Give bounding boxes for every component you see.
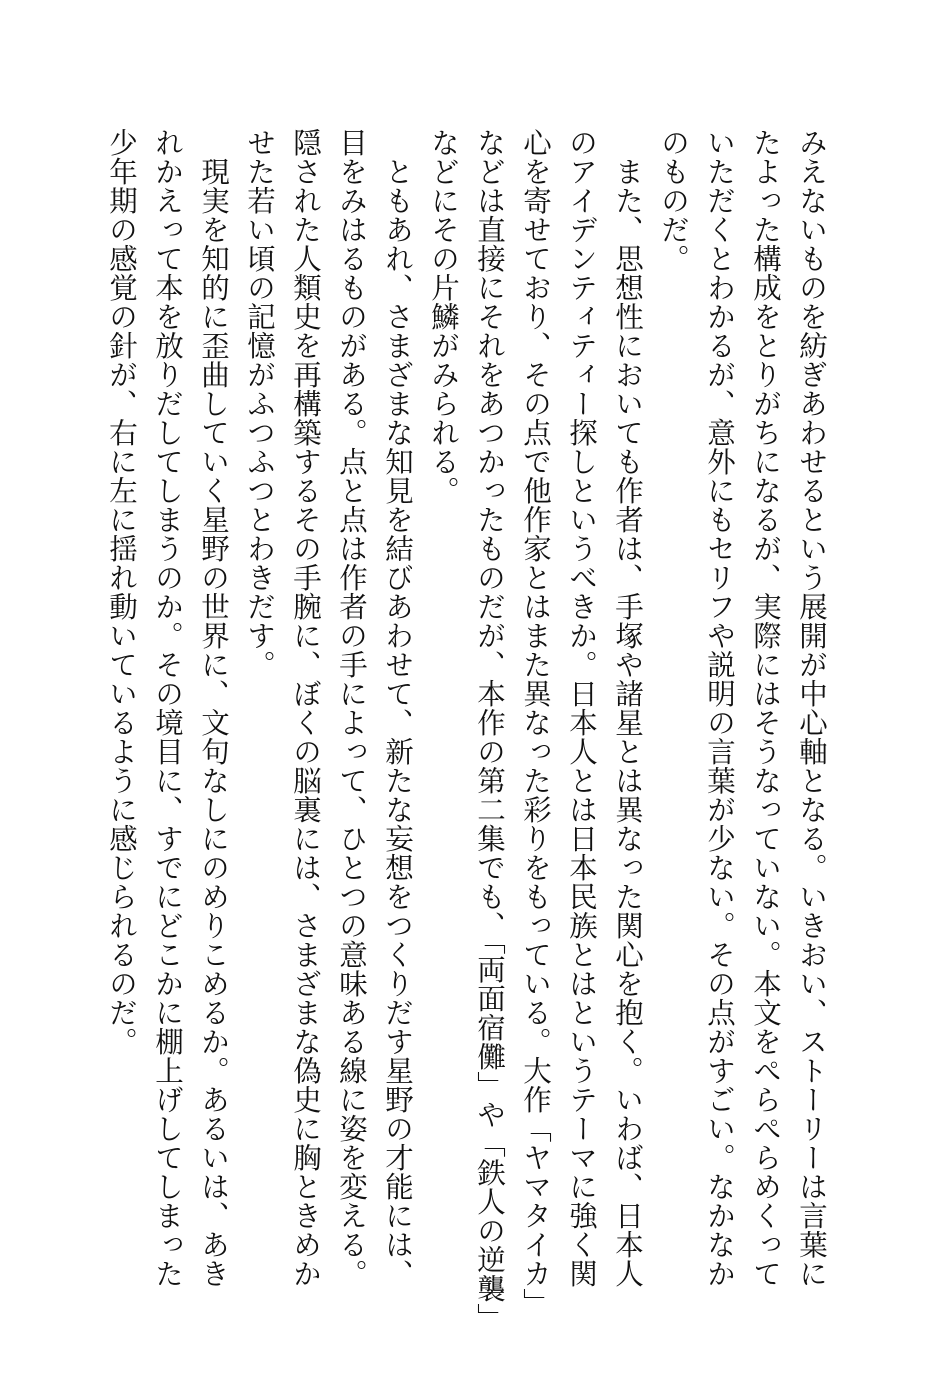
text-line: れかえって本を放りだしてしまうのか。その境目に、すでにどこかに棚上げしてしまった [151, 128, 184, 1288]
text-line: ともあれ、さまざまな知見を結びあわせて、新たな妄想をつくりだす星野の才能には、 [381, 128, 414, 1288]
text-line: みえないものを紡ぎあわせるという展開が中心軸となる。いきおい、ストーリーは言葉に [795, 128, 828, 1288]
text-line: 目をみはるものがある。点と点は作者の手によって、ひとつの意味ある線に姿を変える。 [335, 128, 368, 1288]
text-line: のアイデンティティー探しというべきか。日本人とは日本民族とはというテーマに強く関 [565, 128, 598, 1288]
text-line: などにその片鱗がみられる。 [427, 128, 460, 505]
text-line: などは直接にそれをあつかったものだが、本作の第二集でも、「両面宿儺」や「鉄人の逆襲」 [473, 128, 506, 1332]
text-line: また、思想性においても作者は、手塚や諸星とは異なった関心を抱く。いわば、日本人 [611, 128, 644, 1288]
text-line: 心を寄せており、その点で他作家とはまた異なった彩りをもっている。大作「ヤマタイカ」 [519, 128, 552, 1317]
text-line: せた若い頃の記憶がふつふつとわきだす。 [243, 128, 276, 679]
text-line: のものだ。 [657, 128, 690, 273]
text-line: いただくとわかるが、意外にもセリフや説明の言葉が少ない。その点がすごい。なかなか [703, 128, 736, 1288]
text-line: 隠された人類史を再構築するその手腕に、ぼくの脳裏には、さまざまな偽史に胸ときめか [289, 128, 322, 1288]
text-line: たよった構成をとりがちになるが、実際にはそうなっていない。本文をぺらぺらめくって [749, 128, 782, 1288]
vertical-text-body [74, 128, 834, 1332]
text-line: 少年期の感覚の針が、右に左に揺れ動いているように感じられるのだ。 [105, 128, 138, 1056]
text-line: 現実を知的に歪曲していく星野の世界に、文句なしにのめりこめるか。あるいは、あき [197, 128, 230, 1288]
